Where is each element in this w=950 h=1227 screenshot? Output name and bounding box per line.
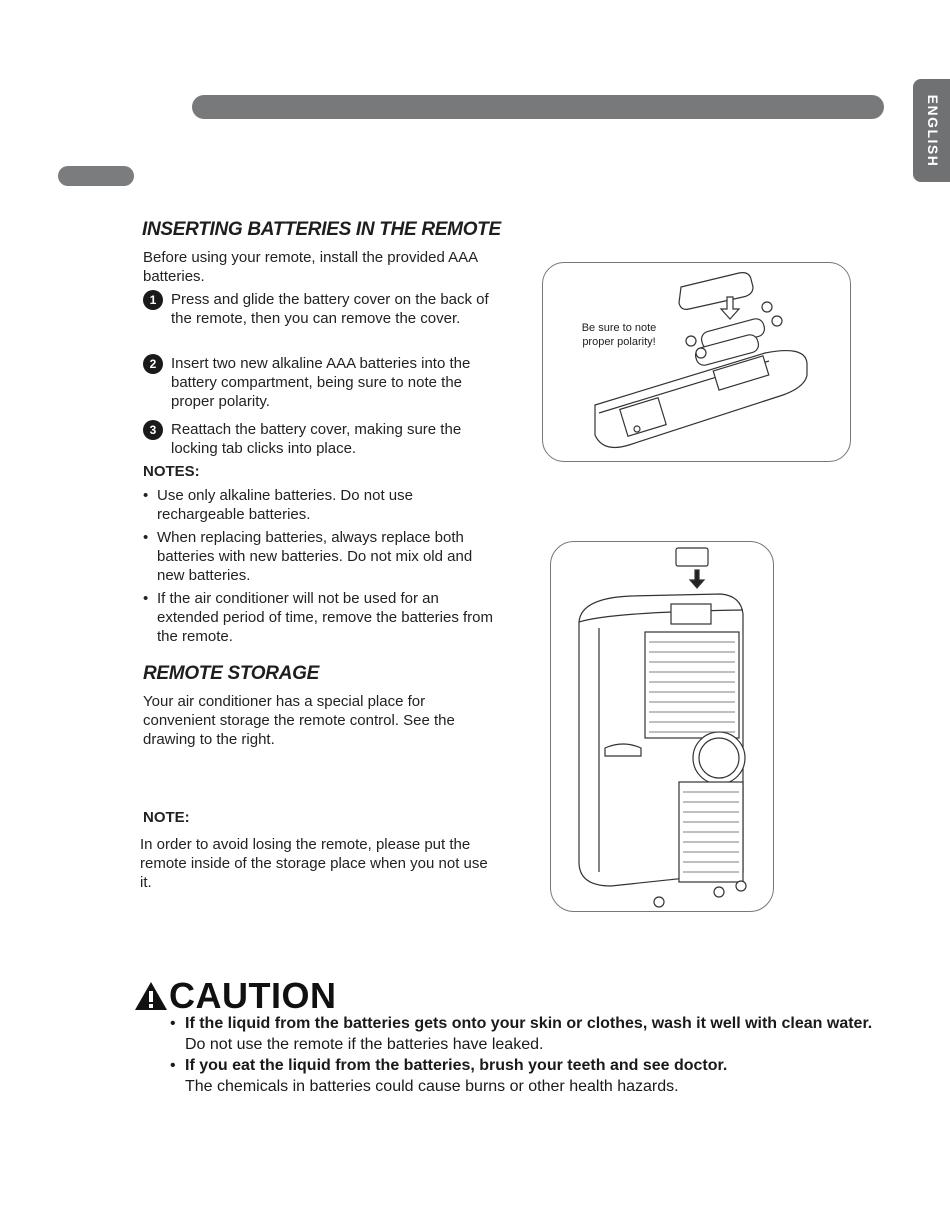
note-text: In order to avoid losing the remote, please put the remote inside of the storage place when you not use it.	[140, 836, 488, 891]
battery-figure	[542, 262, 851, 462]
language-tab-label: ENGLISH	[925, 94, 941, 167]
storage-text: Your air conditioner has a special place for convenient storage the remote control. See the drawing to the right.	[143, 693, 455, 748]
list-item: • If you eat the liquid from the batteries, brush your teeth and see doctor. The chemicals in batteries could cause burns or other health hazards.	[170, 1057, 728, 1095]
step-1	[143, 290, 513, 328]
step-number: 2	[143, 354, 163, 374]
step-number: 3	[143, 420, 163, 440]
air-conditioner-illustration	[551, 542, 773, 911]
batteries-intro: Before using your remote, install the provided AAA batteries.	[143, 249, 478, 285]
caution-item-bold: If you eat the liquid from the batteries, brush your teeth and see doctor.	[185, 1057, 728, 1074]
step-number: 1	[143, 290, 163, 310]
list-item: • Use only alkaline batteries. Do not use rechargeable batteries.	[143, 487, 413, 523]
caution-title: CAUTION	[169, 975, 337, 1016]
list-item: • If the air conditioner will not be used for an extended period of time, remove the batteries from the remote.	[143, 590, 494, 645]
caution-item-bold: If the liquid from the batteries gets onto your skin or clothes, wash it well with clean water.	[185, 1015, 873, 1032]
caution-header	[133, 975, 337, 1017]
note-heading: NOTE:	[143, 809, 190, 826]
caution-item-text: Do not use the remote if the batteries have leaked.	[185, 1036, 544, 1053]
list-item: • If the liquid from the batteries gets onto your skin or clothes, wash it well with clean water. Do not use the remote if the batteries have leaked.	[170, 1015, 873, 1053]
storage-figure	[550, 541, 774, 912]
step-2	[143, 354, 498, 411]
step-text: Reattach the battery cover, making sure the locking tab clicks into place.	[171, 421, 462, 457]
language-tab[interactable]	[913, 79, 950, 182]
batteries-title: INSERTING BATTERIES IN THE REMOTE	[142, 219, 501, 240]
caution-list	[170, 1013, 910, 1097]
header-bar	[192, 95, 884, 119]
warning-icon	[133, 980, 169, 1012]
storage-title: REMOTE STORAGE	[143, 663, 319, 684]
notes-list	[143, 486, 493, 650]
step-3	[143, 420, 498, 458]
remote-battery-illustration	[543, 263, 850, 461]
section-pill	[58, 166, 134, 186]
step-text: Insert two new alkaline AAA batteries into the battery compartment, being sure to note the proper polarity.	[171, 355, 471, 410]
list-item: • When replacing batteries, always replace both batteries with new batteries. Do not mix old and new batteries.	[143, 529, 473, 584]
step-text: Press and glide the battery cover on the back of the remote, then you can remove the cover.	[171, 291, 489, 327]
caution-item-text: The chemicals in batteries could cause burns or other health hazards.	[185, 1078, 679, 1095]
notes-heading: NOTES:	[143, 463, 200, 480]
polarity-caption: Be sure to note proper polarity!	[581, 322, 657, 348]
